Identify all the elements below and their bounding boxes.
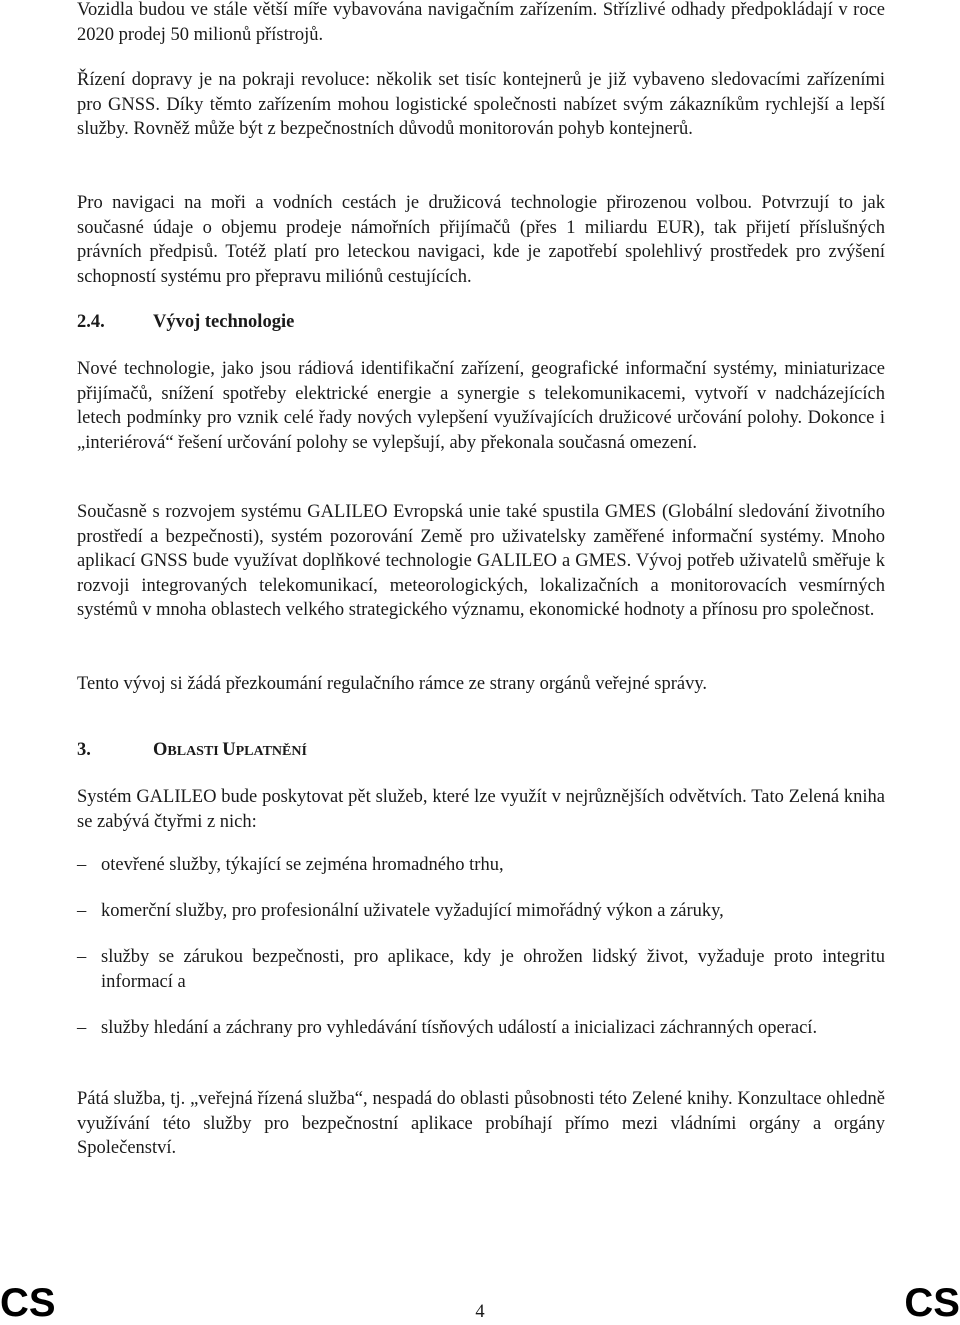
paragraph-regulatory-review: Tento vývoj si žádá přezkoumání regulačního rámce ze strany orgánů veřejné správy. <box>77 674 708 694</box>
paragraph-maritime-navigation: Pro navigaci na moři a vodních cestách je družicová technologie přirozenou volbou. Potvrzují to jak současné údaje o objemu prodeje námořních přijímačů (přes 1 miliardu EUR), tak přijetí příslušných právních předpisů. Totéž platí pro leteckou navigaci, kde je zapotřebí spolehlivý prostředek pro zvýšení schopností systému pro přepravu miliónů cestujících. <box>77 193 885 287</box>
page-number: 4 <box>475 1302 485 1322</box>
paragraph-gmes: Současně s rozvojem systému GALILEO Evropská unie také spustila GMES (Globální sledování životního prostředí a bezpečnosti), systém pozorování Země pro uživatelsky zaměřené informační systémy. Mnoho aplikací GNSS bude využívat doplňkové technologie GALILEO a GMES. Vývoj potřeb uživatelů směřuje k rozvoji integrovaných telekomunikací, meteorologických, lokalizačních a monitorovacích vesmírných systémů v mnoha oblastech velkého strategického významu, ekonomické hodnoty a přínosu pro společnost. <box>77 502 885 620</box>
footer-language-code-left: CS <box>0 1281 56 1325</box>
list-item-text: komerční služby, pro profesionální uživatele vyžadující mimořádný výkon a záruky, <box>101 901 724 921</box>
dash-bullet: – <box>77 855 87 875</box>
list-item <box>77 945 885 994</box>
list-item-text: otevřené služby, týkající se zejména hromadného trhu, <box>101 855 504 875</box>
section-title: Vývoj technologie <box>153 312 295 332</box>
dash-bullet: – <box>77 901 87 921</box>
list-item <box>77 1016 885 1041</box>
list-item-text: služby hledání a záchrany pro vyhledávání tísňových událostí a inicializaci záchranných operací. <box>101 1018 818 1038</box>
list-item <box>77 899 885 924</box>
section-title-part: U <box>222 740 236 760</box>
section-title-part: BLASTI <box>167 744 223 759</box>
paragraph-fifth-service: Pátá služba, tj. „veřejná řízená služba“, nespadá do oblasti působnosti této Zelené knihy. Konzultace ohledně využívání této služby pro bezpečnostní aplikace probíhají přímo mezi vládními orgány a orgány Společenství. <box>77 1089 885 1158</box>
section-heading-3 <box>77 738 307 765</box>
section-title-part: PLATNĚNÍ <box>235 744 307 759</box>
dash-bullet: – <box>77 947 87 967</box>
section-title-part: O <box>153 740 168 760</box>
paragraph-traffic-management: Řízení dopravy je na pokraji revoluce: několik set tisíc kontejnerů je již vybaveno sledovacími zařízeními pro GNSS. Díky těmto zařízením mohou logistické společnosti nabízet svým zákazníkům rychlejší a lepší služby. Rovněž může být z bezpečnostních důvodů monitorován pohyb kontejnerů. <box>77 70 885 139</box>
paragraph-galileo-services: Systém GALILEO bude poskytovat pět služeb, které lze využít v nejrůznějších odvětvích. Tato Zelená kniha se zabývá čtyřmi z nich: <box>77 787 885 832</box>
section-number: 2.4. <box>77 312 105 332</box>
section-number: 3. <box>77 740 91 760</box>
paragraph-vehicles: Vozidla budou ve stále větší míře vybavována navigačním zařízením. Střízlivé odhady předpokládají v roce 2020 prodej 50 milionů přístrojů. <box>77 0 885 45</box>
list-item-text: služby se zárukou bezpečnosti, pro aplikace, kdy je ohrožen lidský život, vyžaduje proto integritu informací a <box>101 947 885 992</box>
list-item <box>77 853 885 878</box>
footer-language-code-right: CS <box>904 1281 960 1325</box>
dash-bullet: – <box>77 1018 87 1038</box>
paragraph-new-technologies: Nové technologie, jako jsou rádiová identifikační zařízení, geografické informační systémy, miniaturizace přijímačů, snížení spotřeby elektrické energie a synergie s telekomunikacemi, vytvoří v nadcházejících letech podmínky pro vznik celé řady nových vylepšení využívajících družicové určování polohy. Dokonce i „interiérová“ řešení určování polohy se vylepšují, aby překonala současná omezení. <box>77 359 885 453</box>
section-heading-2-4 <box>77 310 294 335</box>
